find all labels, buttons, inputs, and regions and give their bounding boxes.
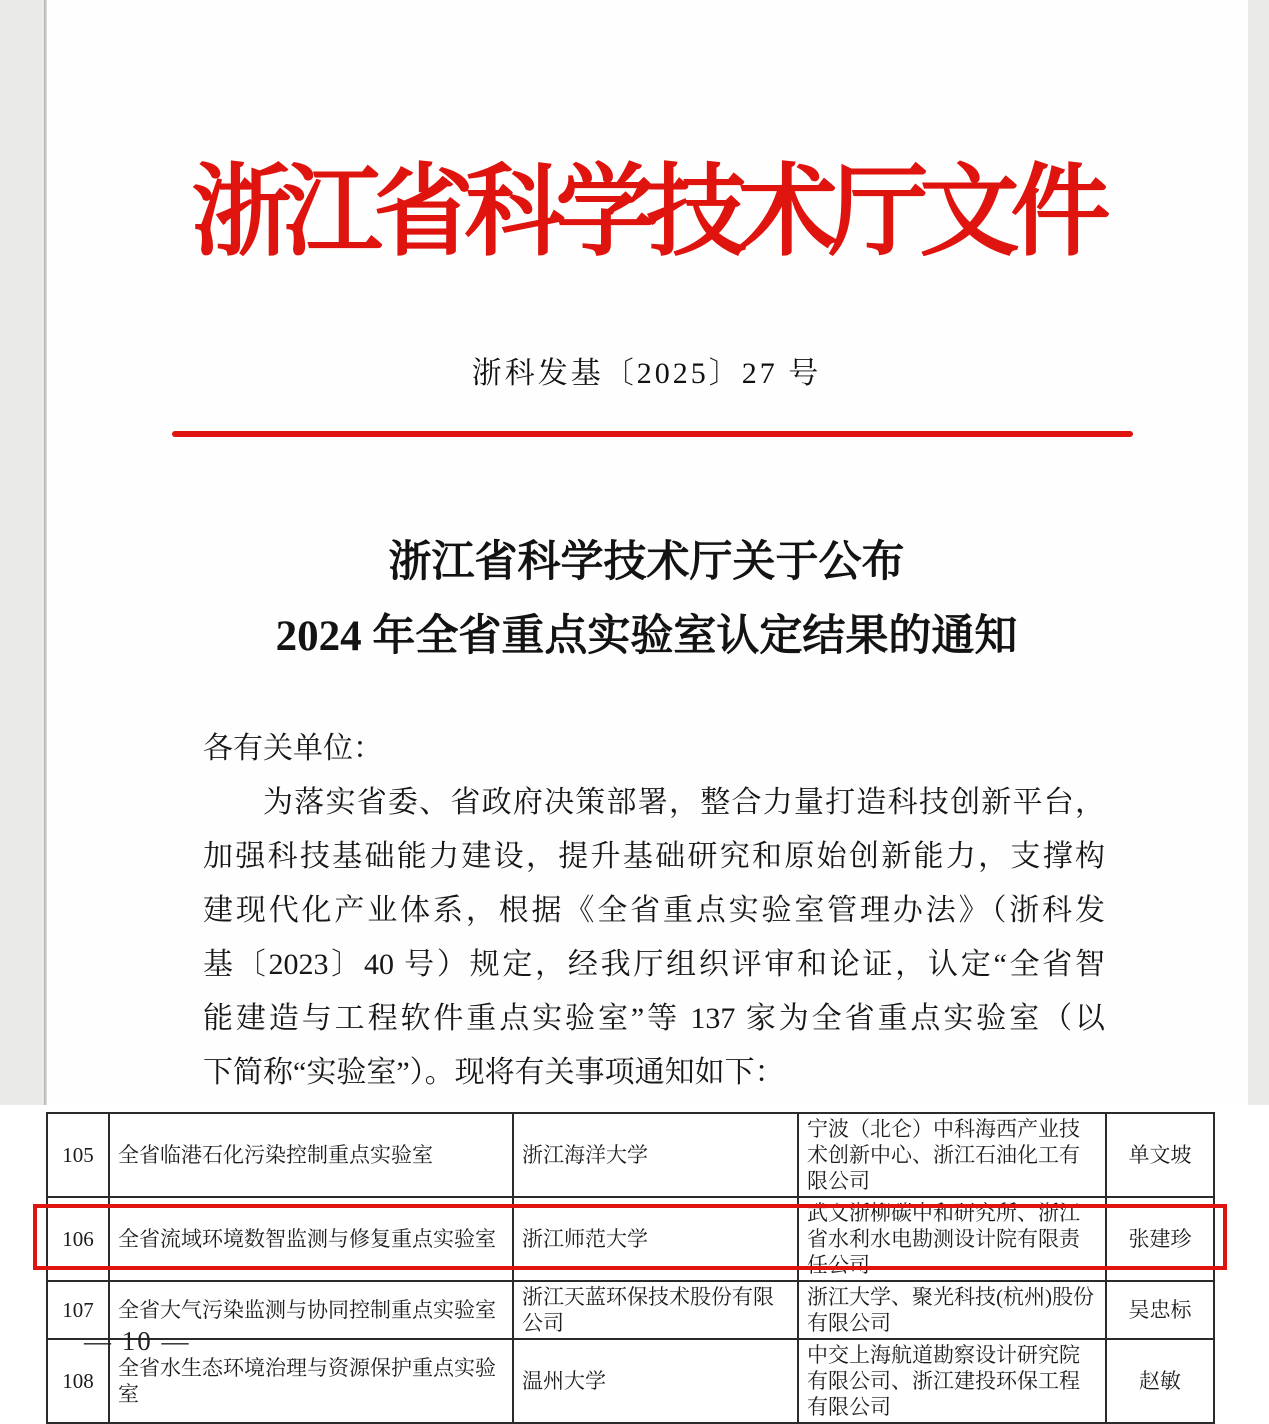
body-line: 为落实省委、省政府决策部署，整合力量打造科技创新平台， xyxy=(263,786,1105,819)
salutation: 各有关单位： xyxy=(203,732,383,765)
body-line: 加强科技基础能力建设，提升基础研究和原始创新能力，支撑构 xyxy=(203,840,1105,873)
cell-partners: 武义浙柳碳中和研究所、浙江省水利水电勘测设计院有限责任公司 xyxy=(798,1197,1106,1281)
body-line: 能建造与工程软件重点实验室”等 137 家为全省重点实验室（以 xyxy=(203,1002,1105,1035)
cell-institution: 温州大学 xyxy=(513,1339,798,1423)
cell-lab-name: 全省流域环境数智监测与修复重点实验室 xyxy=(109,1197,513,1281)
cell-institution: 浙江师范大学 xyxy=(513,1197,798,1281)
table-row-highlighted xyxy=(47,1281,1214,1339)
cell-row-number: 108 xyxy=(47,1339,109,1423)
table-row xyxy=(47,1113,1214,1197)
body-line: 基〔2023〕40 号）规定，经我厅组织评审和论证，认定“全省智 xyxy=(203,948,1105,981)
body-line: 下简称“实验室”）。现将有关事项通知如下： xyxy=(203,1056,785,1089)
table-row xyxy=(47,1339,1214,1423)
cell-lab-name: 全省临港石化污染控制重点实验室 xyxy=(109,1113,513,1197)
notice-title xyxy=(45,526,1248,674)
lab-table xyxy=(46,1112,1215,1424)
cell-row-number: 107 xyxy=(47,1281,109,1339)
table-row xyxy=(47,1197,1214,1281)
document-number: 浙科发基〔2025〕27 号 xyxy=(471,357,822,390)
cell-lab-name: 全省大气污染监测与协同控制重点实验室 xyxy=(109,1281,513,1339)
cell-director: 赵敏 xyxy=(1106,1339,1214,1423)
cell-row-number: 106 xyxy=(47,1197,109,1281)
notice-title-line2: 2024 年全省重点实验室认定结果的通知 xyxy=(275,613,1018,660)
letterhead-title: 浙江省科学技术厅文件 xyxy=(191,157,1102,268)
notice-title-line1: 浙江省科学技术厅关于公布 xyxy=(388,539,905,586)
cell-partners: 浙江大学、聚光科技(杭州)股份有限公司 xyxy=(798,1281,1106,1339)
cell-director: 单文坡 xyxy=(1106,1113,1214,1197)
cell-director: 张建珍 xyxy=(1106,1197,1214,1281)
body-line: 建现代化产业体系，根据《全省重点实验室管理办法》（浙科发 xyxy=(203,894,1105,927)
cell-row-number: 105 xyxy=(47,1113,109,1197)
cell-director: 吴忠标 xyxy=(1106,1281,1214,1339)
cell-institution: 浙江海洋大学 xyxy=(513,1113,798,1197)
cell-partners: 中交上海航道勘察设计研究院有限公司、浙江建投环保工程有限公司 xyxy=(798,1339,1106,1423)
cell-partners: 宁波（北仑）中科海西产业技术创新中心、浙江石油化工有限公司 xyxy=(798,1113,1106,1197)
page-number: — 10 — xyxy=(84,1326,191,1356)
letterhead-rule xyxy=(172,431,1133,437)
cell-lab-name: 全省水生态环境治理与资源保护重点实验室 xyxy=(109,1339,513,1423)
cell-institution: 浙江天蓝环保技术股份有限公司 xyxy=(513,1281,798,1339)
notice-body xyxy=(203,722,1105,1100)
